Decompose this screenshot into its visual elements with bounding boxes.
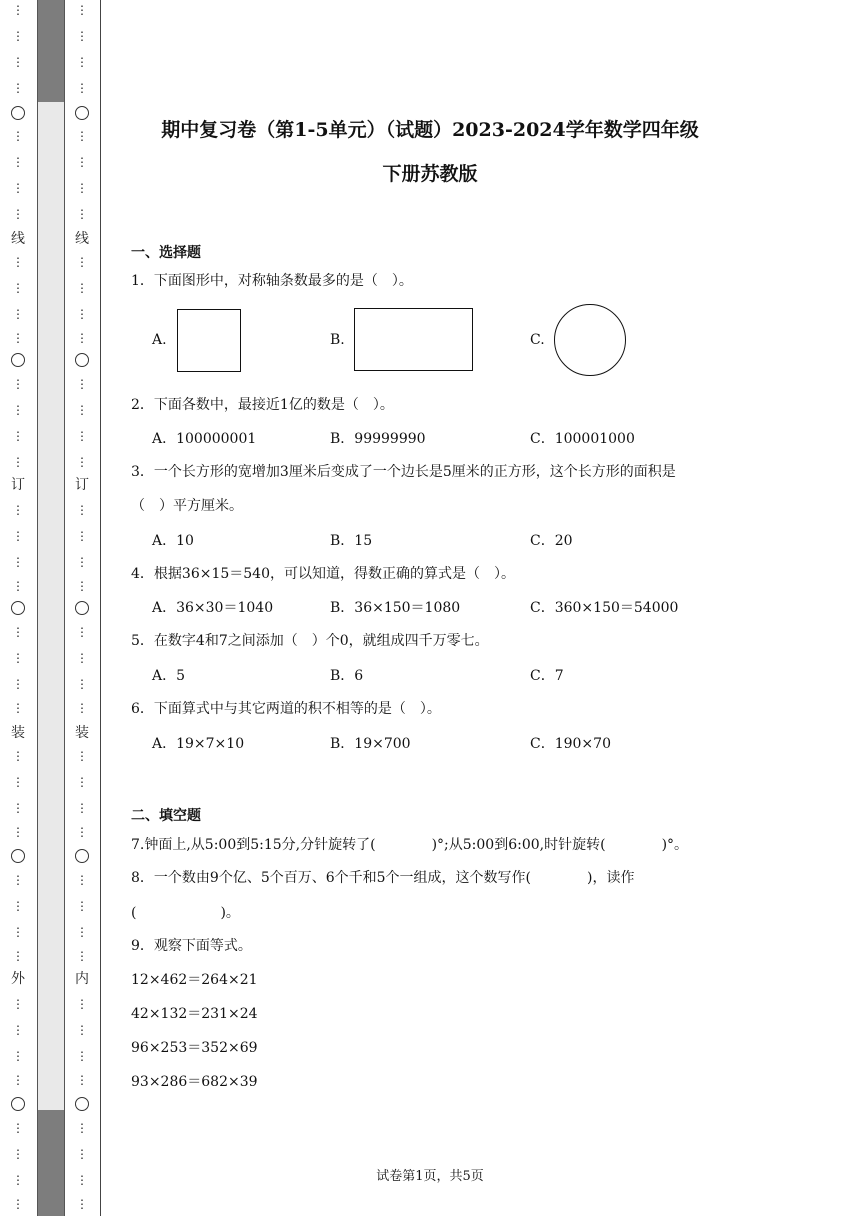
option-c: C．190×70 [530,736,611,752]
dot-leader: ⋮ [76,155,88,169]
dot-leader: ⋮ [12,1121,24,1135]
dot-leader: ⋮ [12,307,24,321]
dot-leader: ⋮ [12,949,24,963]
question-7: 7.钟面上,从5:00到5:15分,分针旋转了( )°;从5:00到6:00,时针旋转( )°。 [131,837,689,853]
option-c: C．20 [530,533,573,549]
dot-leader: ⋮ [76,899,88,913]
dot-leader: ⋮ [12,29,24,43]
binding-margin-gray [37,0,65,1216]
dot-leader: ⋮ [76,503,88,517]
option-a: A．36×30＝1040 [152,600,274,616]
dot-leader: ⋮ [12,155,24,169]
question-2: 2．下面各数中，最接近1亿的数是（ ）。 [131,397,394,413]
page-footer: 试卷第1页，共5页 [376,1169,484,1184]
dot-leader: ⋮ [12,701,24,715]
dot-leader: ⋮ [12,55,24,69]
dot-leader: ⋮ [76,403,88,417]
dot-leader: ⋮ [12,129,24,143]
option-a: A．5 [152,668,186,684]
dot-leader: ⋮ [12,1073,24,1087]
dot-leader: ⋮ [76,129,88,143]
question-5: 5．在数字4和7之间添加（ ）个0，就组成四千万零七。 [131,633,489,649]
dot-leader: ⋮ [12,207,24,221]
dot-leader: ⋮ [76,701,88,715]
binding-circle-icon [75,106,89,120]
dot-leader: ⋮ [12,455,24,469]
option-c: C．360×150＝54000 [530,600,679,616]
dot-leader: ⋮ [12,775,24,789]
dot-leader: ⋮ [12,1147,24,1161]
dot-leader: ⋮ [76,307,88,321]
section-title-fill: 二、填空题 [131,808,201,824]
dot-leader: ⋮ [76,677,88,691]
option-b: B．6 [330,668,364,684]
dot-leader: ⋮ [76,825,88,839]
dot-leader: ⋮ [12,1173,24,1187]
page-title: 期中复习卷（第1-5单元）（试题）2023-2024学年数学四年级 [161,119,699,141]
dot-leader: ⋮ [76,3,88,17]
dot-leader: ⋮ [12,3,24,17]
binding-margin-outer [0,0,36,1216]
binding-circle-icon [11,353,25,367]
dot-leader: ⋮ [76,281,88,295]
binding-label-outside: 外 [11,971,25,987]
dot-leader: ⋮ [12,529,24,543]
section-title-choice: 一、选择题 [131,245,201,261]
dot-leader: ⋮ [12,255,24,269]
dot-leader: ⋮ [76,949,88,963]
dot-leader: ⋮ [76,749,88,763]
dot-leader: ⋮ [76,1073,88,1087]
dot-leader: ⋮ [12,503,24,517]
binding-margin-inner [64,0,101,1216]
option-b: B．15 [330,533,373,549]
dot-leader: ⋮ [76,55,88,69]
dot-leader: ⋮ [12,181,24,195]
question-9: 9．观察下面等式。 [131,938,252,954]
equation-line: 96×253＝352×69 [131,1040,258,1056]
binding-circle-icon [75,353,89,367]
equation-line: 12×462＝264×21 [131,972,258,988]
binding-circle-icon [75,601,89,615]
option-label: B. [330,332,345,348]
dot-leader: ⋮ [12,899,24,913]
question-1: 1．下面图形中，对称轴条数最多的是（ ）。 [131,273,413,289]
dot-leader: ⋮ [76,331,88,345]
dot-leader: ⋮ [12,925,24,939]
binding-circle-icon [11,1097,25,1111]
question-8-line2: ( )。 [131,905,240,921]
binding-gray-block [38,0,64,102]
dot-leader: ⋮ [12,873,24,887]
dot-leader: ⋮ [76,181,88,195]
dot-leader: ⋮ [76,555,88,569]
question-6: 6．下面算式中与其它两道的积不相等的是（ ）。 [131,701,441,717]
page-subtitle: 下册苏教版 [382,163,478,185]
dot-leader: ⋮ [12,281,24,295]
option-a: A．100000001 [152,431,257,447]
question-8-line1: 8．一个数由9个亿、5个百万、6个千和5个一组成，这个数写作( )，读作 [131,870,635,886]
dot-leader: ⋮ [76,1173,88,1187]
option-c: C．100001000 [530,431,635,447]
dot-leader: ⋮ [76,925,88,939]
dot-leader: ⋮ [76,775,88,789]
dot-leader: ⋮ [12,651,24,665]
binding-label-order: 订 [11,477,25,493]
binding-label-line: 线 [75,231,89,247]
dot-leader: ⋮ [12,331,24,345]
binding-circle-icon [11,601,25,615]
square-icon [177,309,241,372]
dot-leader: ⋮ [12,81,24,95]
dot-leader: ⋮ [12,403,24,417]
dot-leader: ⋮ [76,81,88,95]
dot-leader: ⋮ [76,651,88,665]
binding-circle-icon [11,849,25,863]
dot-leader: ⋮ [12,377,24,391]
dot-leader: ⋮ [76,29,88,43]
binding-gray-block [38,1110,64,1216]
binding-circle-icon [11,106,25,120]
dot-leader: ⋮ [12,555,24,569]
question-4: 4．根据36×15＝540，可以知道，得数正确的算式是（ ）。 [131,566,515,582]
dot-leader: ⋮ [76,255,88,269]
dot-leader: ⋮ [12,749,24,763]
dot-leader: ⋮ [76,529,88,543]
option-b: B．36×150＝1080 [330,600,461,616]
dot-leader: ⋮ [76,625,88,639]
dot-leader: ⋮ [76,377,88,391]
option-b: B．19×700 [330,736,411,752]
option-b: B．99999990 [330,431,426,447]
dot-leader: ⋮ [12,677,24,691]
option-label: C. [530,332,545,348]
dot-leader: ⋮ [12,1197,24,1211]
dot-leader: ⋮ [76,997,88,1011]
option-c: C．7 [530,668,564,684]
question-3-line2: （ ）平方厘米。 [131,498,243,514]
equation-line: 93×286＝682×39 [131,1074,258,1090]
option-a: A．10 [152,533,194,549]
binding-label-bind: 装 [11,725,25,741]
dot-leader: ⋮ [12,625,24,639]
dot-leader: ⋮ [76,801,88,815]
dot-leader: ⋮ [12,579,24,593]
dot-leader: ⋮ [12,1049,24,1063]
question-3-line1: 3．一个长方形的宽增加3厘米后变成了一个边长是5厘米的正方形，这个长方形的面积是 [131,464,676,480]
dot-leader: ⋮ [76,579,88,593]
dot-leader: ⋮ [76,455,88,469]
dot-leader: ⋮ [12,801,24,815]
dot-leader: ⋮ [12,825,24,839]
dot-leader: ⋮ [76,1197,88,1211]
binding-label-bind: 装 [75,725,89,741]
dot-leader: ⋮ [76,1121,88,1135]
dot-leader: ⋮ [12,1023,24,1037]
rectangle-icon [354,308,473,371]
binding-circle-icon [75,849,89,863]
binding-circle-icon [75,1097,89,1111]
dot-leader: ⋮ [76,429,88,443]
dot-leader: ⋮ [12,997,24,1011]
dot-leader: ⋮ [76,207,88,221]
equation-line: 42×132＝231×24 [131,1006,258,1022]
option-a: A．19×7×10 [152,736,245,752]
dot-leader: ⋮ [76,1023,88,1037]
binding-label-order: 订 [75,477,89,493]
option-label: A. [152,332,167,348]
circle-icon [554,304,626,376]
dot-leader: ⋮ [76,873,88,887]
dot-leader: ⋮ [76,1049,88,1063]
dot-leader: ⋮ [76,1147,88,1161]
binding-label-inside: 内 [75,971,89,987]
dot-leader: ⋮ [12,429,24,443]
binding-label-line: 线 [11,231,25,247]
